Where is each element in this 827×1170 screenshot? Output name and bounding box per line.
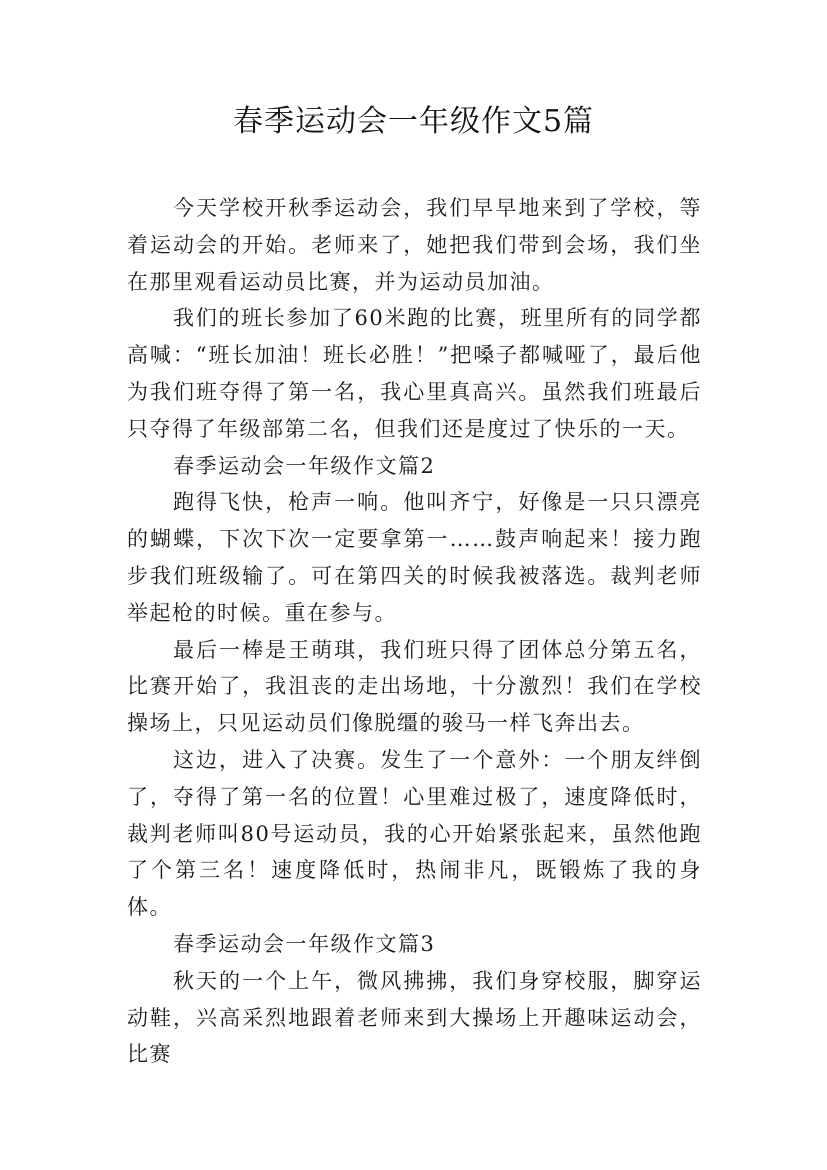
paragraph: 秋天的一个上午，微风拂拂，我们身穿校服，脚穿运动鞋，兴高采烈地跟着老师来到大操场上开趣味运动会，比赛 xyxy=(127,968,702,1067)
paragraph: 今天学校开秋季运动会，我们早早地来到了学校，等着运动会的开始。老师来了，她把我们带到会场，我们坐在那里观看运动员比赛，并为运动员加油。 xyxy=(127,196,702,294)
section-heading: 春季运动会一年级作文篇3 xyxy=(173,931,436,956)
document-body xyxy=(127,190,702,1073)
section-heading: 春季运动会一年级作文篇2 xyxy=(173,453,436,478)
paragraph: 跑得飞快，枪声一响。他叫齐宁，好像是一只只漂亮的蝴蝶，下次下次一定要拿第一……鼓声响起来！接力跑步我们班级输了。可在第四关的时候我被落选。裁判老师举起枪的时候。重在参与。 xyxy=(127,490,702,625)
paragraph: 我们的班长参加了60米跑的比赛，班里所有的同学都高喊：“班长加油！班长必胜！”把嗓子都喊哑了，最后他为我们班夺得了第一名，我心里真高兴。虽然我们班最后只夺得了年级部第二名，但我们还是度过了快乐的一天。 xyxy=(127,306,702,441)
page-title: 春季运动会一年级作文5篇 xyxy=(232,104,595,139)
paragraph: 这边，进入了决赛。发生了一个意外：一个朋友绊倒了，夺得了第一名的位置！心里难过极了，速度降低时，裁判老师叫80号运动员，我的心开始紧张起来，虽然他跑了个第三名！速度降低时，热闹非凡，既锻炼了我的身体。 xyxy=(127,747,702,920)
paragraph: 最后一棒是王萌琪，我们班只得了团体总分第五名，比赛开始了，我沮丧的走出场地，十分激烈！我们在学校操场上，只见运动员们像脱缰的骏马一样飞奔出去。 xyxy=(127,637,702,736)
